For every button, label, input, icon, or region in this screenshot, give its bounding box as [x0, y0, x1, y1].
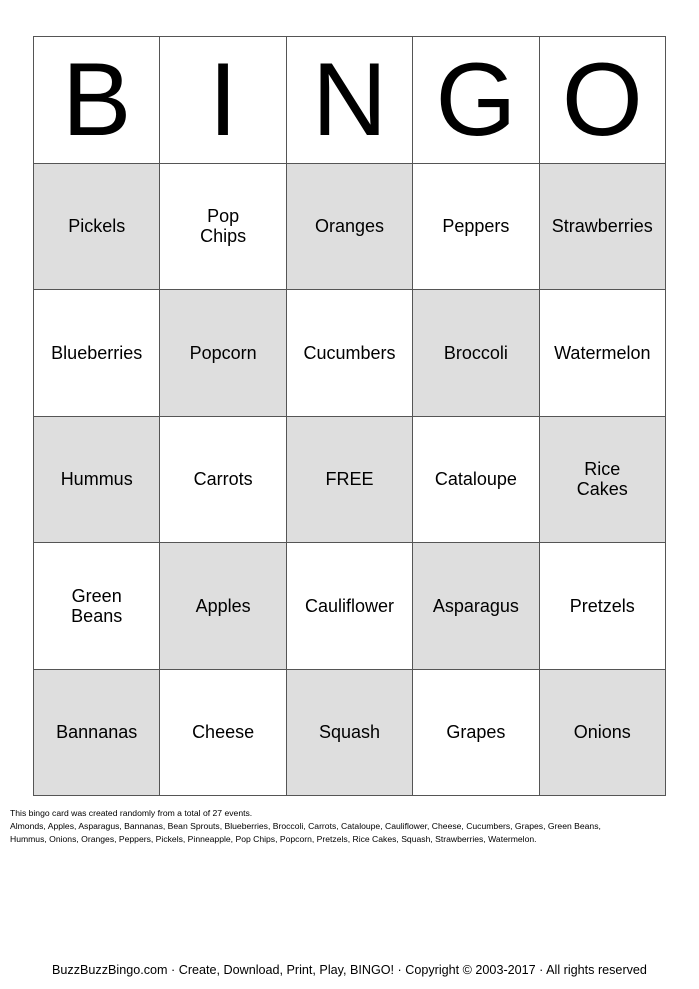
bingo-cell: Hummus — [34, 417, 160, 544]
bingo-cell: Asparagus — [413, 543, 539, 670]
bingo-cell: Squash — [287, 670, 413, 797]
bingo-cell: Pop Chips — [160, 164, 286, 291]
bingo-cell: Watermelon — [540, 290, 666, 417]
info-summary: This bingo card was created randomly from a total of 27 events. — [10, 808, 253, 818]
bingo-cell: Broccoli — [413, 290, 539, 417]
bingo-cell: Peppers — [413, 164, 539, 291]
card-info — [10, 807, 690, 846]
header-b: B — [34, 37, 160, 164]
bingo-cell: Grapes — [413, 670, 539, 797]
bingo-cell: Popcorn — [160, 290, 286, 417]
bingo-cell: Cheese — [160, 670, 286, 797]
bingo-cell: Strawberries — [540, 164, 666, 291]
header-g: G — [413, 37, 539, 164]
bingo-cell: Bannanas — [34, 670, 160, 797]
free-space-cell: FREE — [287, 417, 413, 544]
bingo-cell: Pickels — [34, 164, 160, 291]
bingo-cell: Oranges — [287, 164, 413, 291]
bingo-cell: Cataloupe — [413, 417, 539, 544]
bingo-cell: Cauliflower — [287, 543, 413, 670]
bingo-cell: Carrots — [160, 417, 286, 544]
bingo-cell: Onions — [540, 670, 666, 797]
bingo-cell: Blueberries — [34, 290, 160, 417]
footer-copyright: BuzzBuzzBingo.com · Create, Download, Print, Play, BINGO! · Copyright © 2003-2017 · All rights reserved — [52, 963, 647, 977]
bingo-cell: Pretzels — [540, 543, 666, 670]
bingo-cell: Cucumbers — [287, 290, 413, 417]
bingo-cell: Apples — [160, 543, 286, 670]
header-n: N — [287, 37, 413, 164]
bingo-cell: Rice Cakes — [540, 417, 666, 544]
bingo-card — [33, 36, 666, 796]
info-event-list-1: Almonds, Apples, Asparagus, Bannanas, Bean Sprouts, Blueberries, Broccoli, Carrots, Cataloupe, Cauliflower, Cheese, Cucumbers, Grapes, Green Beans, — [10, 821, 601, 831]
header-o: O — [540, 37, 666, 164]
info-event-list-2: Hummus, Onions, Oranges, Peppers, Pickels, Pinneapple, Pop Chips, Popcorn, Pretzels, Rice Cakes, Squash, Strawberries, Watermelon. — [10, 834, 537, 844]
header-i: I — [160, 37, 286, 164]
bingo-cell: Green Beans — [34, 543, 160, 670]
